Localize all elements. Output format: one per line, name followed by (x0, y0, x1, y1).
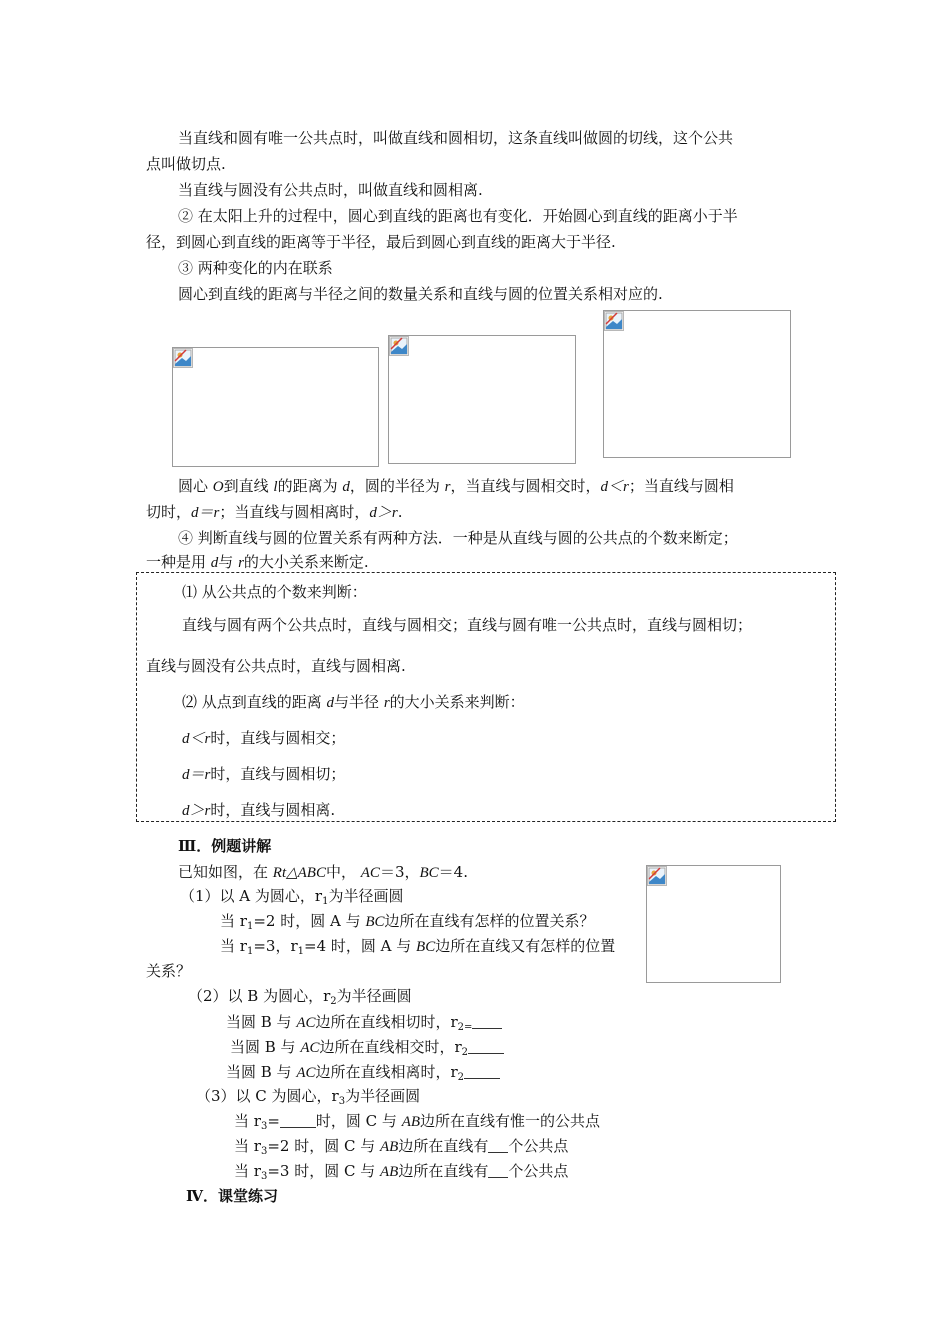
question-3a: 当 $r_3=$ 时，圆 C 与 AB边所在直线有惟一的公共点 (234, 1112, 601, 1132)
box-case-separate: d＞r时，直线与圆相离. (182, 801, 336, 819)
intro-p1-line1: 当直线和圆有唯一公共点时，叫做直线和圆相切，这条直线叫做圆的切线，这个公共 (178, 129, 734, 147)
example-given: 已知如图，在 Rt△ABC中， AC＝3，BC＝4. (178, 863, 468, 881)
method-line2: 一种是用 d与 r的大小关系来断定. (146, 553, 369, 571)
question-3: （3）以 C 为圆心，$r_3$为半径画圆 (196, 1087, 421, 1107)
intro-p2: 当直线与圆没有公共点时，叫做直线和圆相离. (178, 181, 483, 199)
answer-blank (488, 1138, 508, 1153)
intro-p3-line2: 径，到圆心到直线的距离等于半径，最后到圆心到直线的距离大于半径. (146, 233, 616, 251)
broken-image-icon (647, 866, 667, 886)
box-case-tangent: d＝r时，直线与圆相切； (182, 765, 346, 783)
question-1b-line2: 关系？ (146, 962, 192, 980)
figure-tangent-image (388, 335, 576, 464)
question-1a: 当 $r_1=2$ 时，圆 A 与 BC边所在直线有怎样的位置关系？ (220, 912, 595, 932)
answer-blank (464, 1064, 500, 1079)
question-2a: 当圆 B 与 AC边所在直线相切时，$r_{2=}$ (226, 1012, 502, 1038)
question-2c: 当圆 B 与 AC边所在直线相离时，$r_2$ (226, 1062, 500, 1088)
answer-blank (468, 1039, 504, 1054)
broken-image-icon (604, 311, 624, 331)
relation-line2: 切时，d＝r；当直线与圆相离时，d＞r. (146, 503, 403, 521)
answer-blank (280, 1113, 316, 1128)
figure-triangle-image (646, 865, 781, 983)
example-heading: Ⅲ．例题讲解 (178, 837, 272, 855)
question-2b: 当圆 B 与 AC边所在直线相交时，$r_2$ (230, 1037, 504, 1063)
broken-image-icon (389, 336, 409, 356)
box-case-intersect: d＜r时，直线与圆相交； (182, 729, 346, 747)
box-line-2: 直线与圆没有公共点时，直线与圆相离. (146, 657, 406, 675)
intro-p4: ③ 两种变化的内在联系 (178, 259, 333, 277)
relation-line1: 圆心 O到直线 l的距离为 d，圆的半径为 r，当直线与圆相交时，d＜r；当直线与圆相 (178, 477, 734, 495)
box-heading-2: ⑵ 从点到直线的距离 d与半径 r的大小关系来判断： (182, 693, 525, 711)
answer-blank (472, 1014, 502, 1029)
answer-blank (488, 1163, 508, 1178)
question-3b: 当 $r_3=2$ 时，圆 C 与 AB边所在直线有 个公共点 (234, 1137, 569, 1157)
intro-p5: 圆心到直线的距离与半径之间的数量关系和直线与圆的位置关系相对应的. (178, 285, 663, 303)
box-line-1: 直线与圆有两个公共点时，直线与圆相交；直线与圆有唯一公共点时，直线与圆相切； (182, 616, 753, 634)
question-3c: 当 $r_3=3$ 时，圆 C 与 AB边所在直线有 个公共点 (234, 1162, 569, 1182)
method-line1: ④ 判断直线与圆的位置关系有两种方法．一种是从直线与圆的公共点的个数来断定； (178, 529, 738, 547)
question-2: （2）以 B 为圆心，$r_2$为半径画圆 (188, 987, 412, 1007)
intro-p1-line2: 点叫做切点. (146, 155, 226, 173)
broken-image-icon (173, 348, 193, 368)
box-heading-1: ⑴ 从公共点的个数来判断： (182, 583, 367, 601)
figure-intersect-image (172, 347, 379, 467)
intro-p3-line1: ② 在太阳上升的过程中，圆心到直线的距离也有变化．开始圆心到直线的距离小于半 (178, 207, 738, 225)
question-1: （1）以 A 为圆心，$r_1$为半径画圆 (180, 887, 404, 907)
practice-heading: Ⅳ．课堂练习 (186, 1187, 279, 1205)
question-1b: 当 $r_1=3$，$r_1=4$ 时，圆 A 与 BC边所在直线又有怎样的位置 (220, 937, 616, 957)
figure-separate-image (603, 310, 791, 458)
